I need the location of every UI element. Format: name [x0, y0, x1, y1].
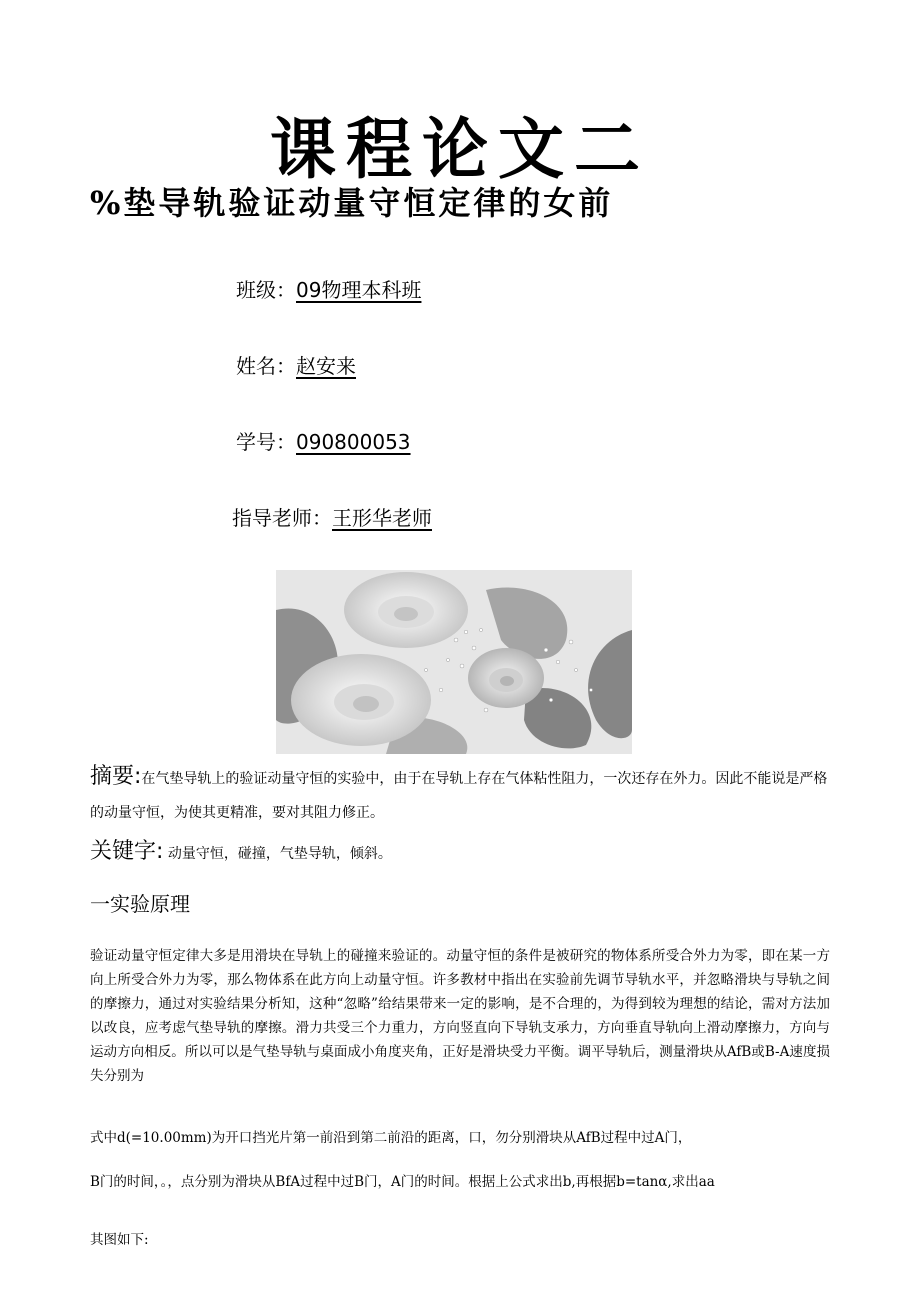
info-class-value: 09物理本科班 — [296, 278, 422, 302]
info-advisor-label: 指导老师： — [232, 506, 332, 530]
info-id-label: 学号： — [236, 430, 296, 454]
info-student-id — [236, 426, 411, 455]
info-name-label: 姓名： — [236, 354, 296, 378]
section-heading-principle: 一实验原理 — [90, 892, 190, 916]
rose-photo-drawing — [276, 570, 632, 754]
document-title: 课程论文二 — [270, 110, 650, 188]
principle-paragraph: 验证动量守恒定律大多是用滑块在导轨上的碰撞来验证的。动量守恒的条件是被研究的物体系所受合外力为零，即在某一方向上所受合外力为零，那么物体系在此方向上动量守恒。许多教材中指出在实验前先调节导轨水平，并忽略滑块与导轨之间的摩擦力，通过对实验结果分析知，这种“忽略”给结果带来一定的影响，是不合理的，为得到较为理想的结论，需对方法加以改良，应考虑气垫导轨的摩擦。滑力共受三个力重力，方向竖直向下导轨支承力，方向垂直导轨向上滑动摩擦力，方向与运动方向相反。所以可以是气垫导轨与桌面成小角度夹角，正好是滑块受力平衡。调平导轨后，测量滑块从AfB或B-A速度损失分别为 — [90, 948, 830, 1084]
info-advisor — [232, 502, 432, 531]
abstract-label: 摘要: — [90, 764, 142, 789]
info-advisor-value: 王形华老师 — [332, 506, 432, 530]
figure-intro-line: 其图如下: — [90, 1232, 149, 1248]
info-class — [236, 274, 421, 303]
abstract — [90, 760, 830, 830]
info-id-value: 090800053 — [296, 430, 411, 454]
abstract-text: 在气垫导轨上的验证动量守恒的实验中，由于在导轨上存在气体粘性阻力，一次还存在外力。因此不能说是严格的动量守恒，为使其更精准，要对其阻力修正。 — [90, 771, 828, 821]
document-subtitle: %垫导轨验证动量守恒定律的女前 — [90, 184, 614, 222]
keywords-text: 动量守恒，碰撞，气垫导轨，倾斜。 — [167, 846, 392, 862]
formula-explanation-line-2: B门的时间，。，点分别为滑块从BfA过程中过B门，A门的时间。根据上公式求出b,再根据b=tanα,求出aa — [90, 1174, 715, 1190]
keywords — [90, 834, 392, 865]
formula-explanation-line-1: 式中d(=10.00mm)为开口挡光片第一前沿到第二前沿的距离，口，勿分别滑块从AfB过程中过A门， — [90, 1130, 692, 1146]
info-name — [236, 350, 356, 379]
info-name-value: 赵安来 — [296, 354, 356, 378]
keywords-label: 关键字: — [90, 839, 164, 864]
info-class-label: 班级： — [236, 278, 296, 302]
rose-photo — [276, 570, 632, 754]
